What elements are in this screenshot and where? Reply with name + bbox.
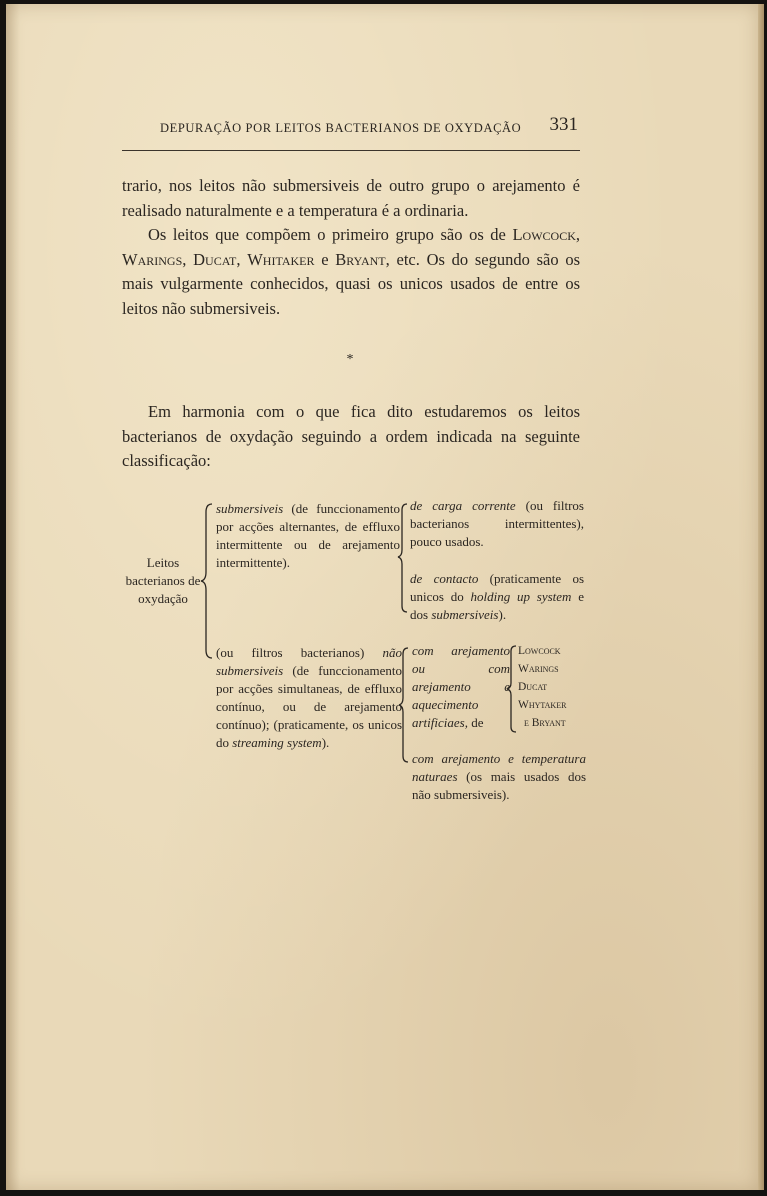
desc-contacto-2: e dos: [410, 589, 584, 622]
separator: ,: [236, 249, 248, 269]
names-list: [518, 642, 590, 732]
class-arejamento-artificial: [412, 642, 510, 732]
page-edge: [758, 4, 764, 1190]
name-item-ducat: Ducat: [518, 681, 548, 693]
term-contacto: de contacto: [410, 571, 479, 586]
brace-names: [506, 644, 518, 734]
desc-contacto-end: ).: [498, 607, 507, 622]
class-carga-corrente: [410, 497, 584, 551]
paragraph-1-text: trario, nos leitos não submersiveis de outro grupo o arejamento é realisado naturalmente e a temperatura é a ordinaria.: [122, 176, 580, 220]
brace-submersiveis: [397, 502, 409, 614]
name-warings: Warings: [122, 249, 183, 269]
name-item-lowcock: Lowcock: [518, 645, 561, 657]
class-contacto: [410, 570, 584, 624]
paragraph-2: Em harmonia com o que fica dito estudaremos os leitos bacterianos de oxydação seguindo a ordem indicada na seguinte classificação:: [122, 402, 580, 470]
brace-nao-submersiveis: [398, 646, 410, 766]
name-lowcock: Lowcock: [512, 225, 576, 244]
class-nao-submersiveis: [216, 644, 402, 752]
desc-arejamento-natural: (os mais usados dos não submersiveis).: [412, 769, 586, 802]
name-bryant: Bryant: [335, 249, 386, 269]
brace-main: [200, 502, 214, 660]
desc-de: de: [467, 715, 484, 730]
end-nao-submersiveis: ).: [321, 735, 330, 750]
term-arejamento-artificial: com arejamento ou com arejamento e aquecimento artificiaes,: [412, 643, 510, 730]
name-item-whytaker: Whytaker: [518, 699, 567, 711]
header-rule: [122, 150, 580, 151]
running-header: [160, 114, 580, 140]
section-asterisk: *: [346, 352, 354, 367]
class-root: Leitos bacterianos de oxydação: [125, 555, 201, 606]
paragraph-1b-start: Os leitos que compõem o primeiro grupo são os de: [148, 225, 513, 244]
term-carga-corrente: de carga corrente: [410, 498, 516, 513]
name-whitaker: Whitaker: [247, 249, 315, 269]
name-item-bryant: e Bryant: [524, 717, 566, 729]
pre-nao-submersiveis: (ou filtros bacterianos): [216, 645, 383, 660]
class-arejamento-natural: [412, 750, 586, 804]
paragraph-1b-end: , etc. Os do segundo são os mais vulgarmente conhecidos, quasi os unicos usados de entre os leitos não submersiveis.: [122, 249, 581, 318]
desc-carga-corrente: (ou filtros bacterianos intermittentes), pouco usados.: [410, 498, 584, 549]
page-number: 331: [549, 114, 578, 135]
separator: ,: [182, 249, 194, 269]
term-nao-submersiveis: não submersiveis: [216, 645, 402, 678]
term-arejamento-natural: com arejamento e temperatura naturaes: [412, 751, 586, 784]
running-title: DEPURAÇÃO POR LEITOS BACTERIANOS DE OXYDAÇÃO: [160, 121, 522, 135]
desc-contacto: (praticamente os unicos do: [410, 571, 584, 604]
term-submersiveis: submersiveis: [216, 501, 284, 516]
desc-submersiveis: (de funccionamento por acções alternantes, de effluxo intermittente ou de arejamento intermittente).: [216, 501, 400, 570]
desc-nao-submersiveis: (de funccionamento por acções simultaneas, de effluxo contínuo, ou de arejamento contínuo); (praticamente, os unicos do: [216, 663, 402, 750]
name-item-warings: Warings: [518, 663, 559, 675]
separator: e: [314, 249, 336, 269]
term-holding: holding up system: [470, 589, 572, 604]
separator: ,: [575, 225, 580, 244]
class-submersiveis: [216, 500, 400, 572]
term-streaming: streaming system: [232, 735, 322, 750]
paragraph-1: [122, 174, 580, 321]
term-contacto-sub: submersiveis: [431, 607, 499, 622]
paragraph-1b: [122, 223, 580, 321]
name-ducat: Ducat: [193, 249, 237, 269]
